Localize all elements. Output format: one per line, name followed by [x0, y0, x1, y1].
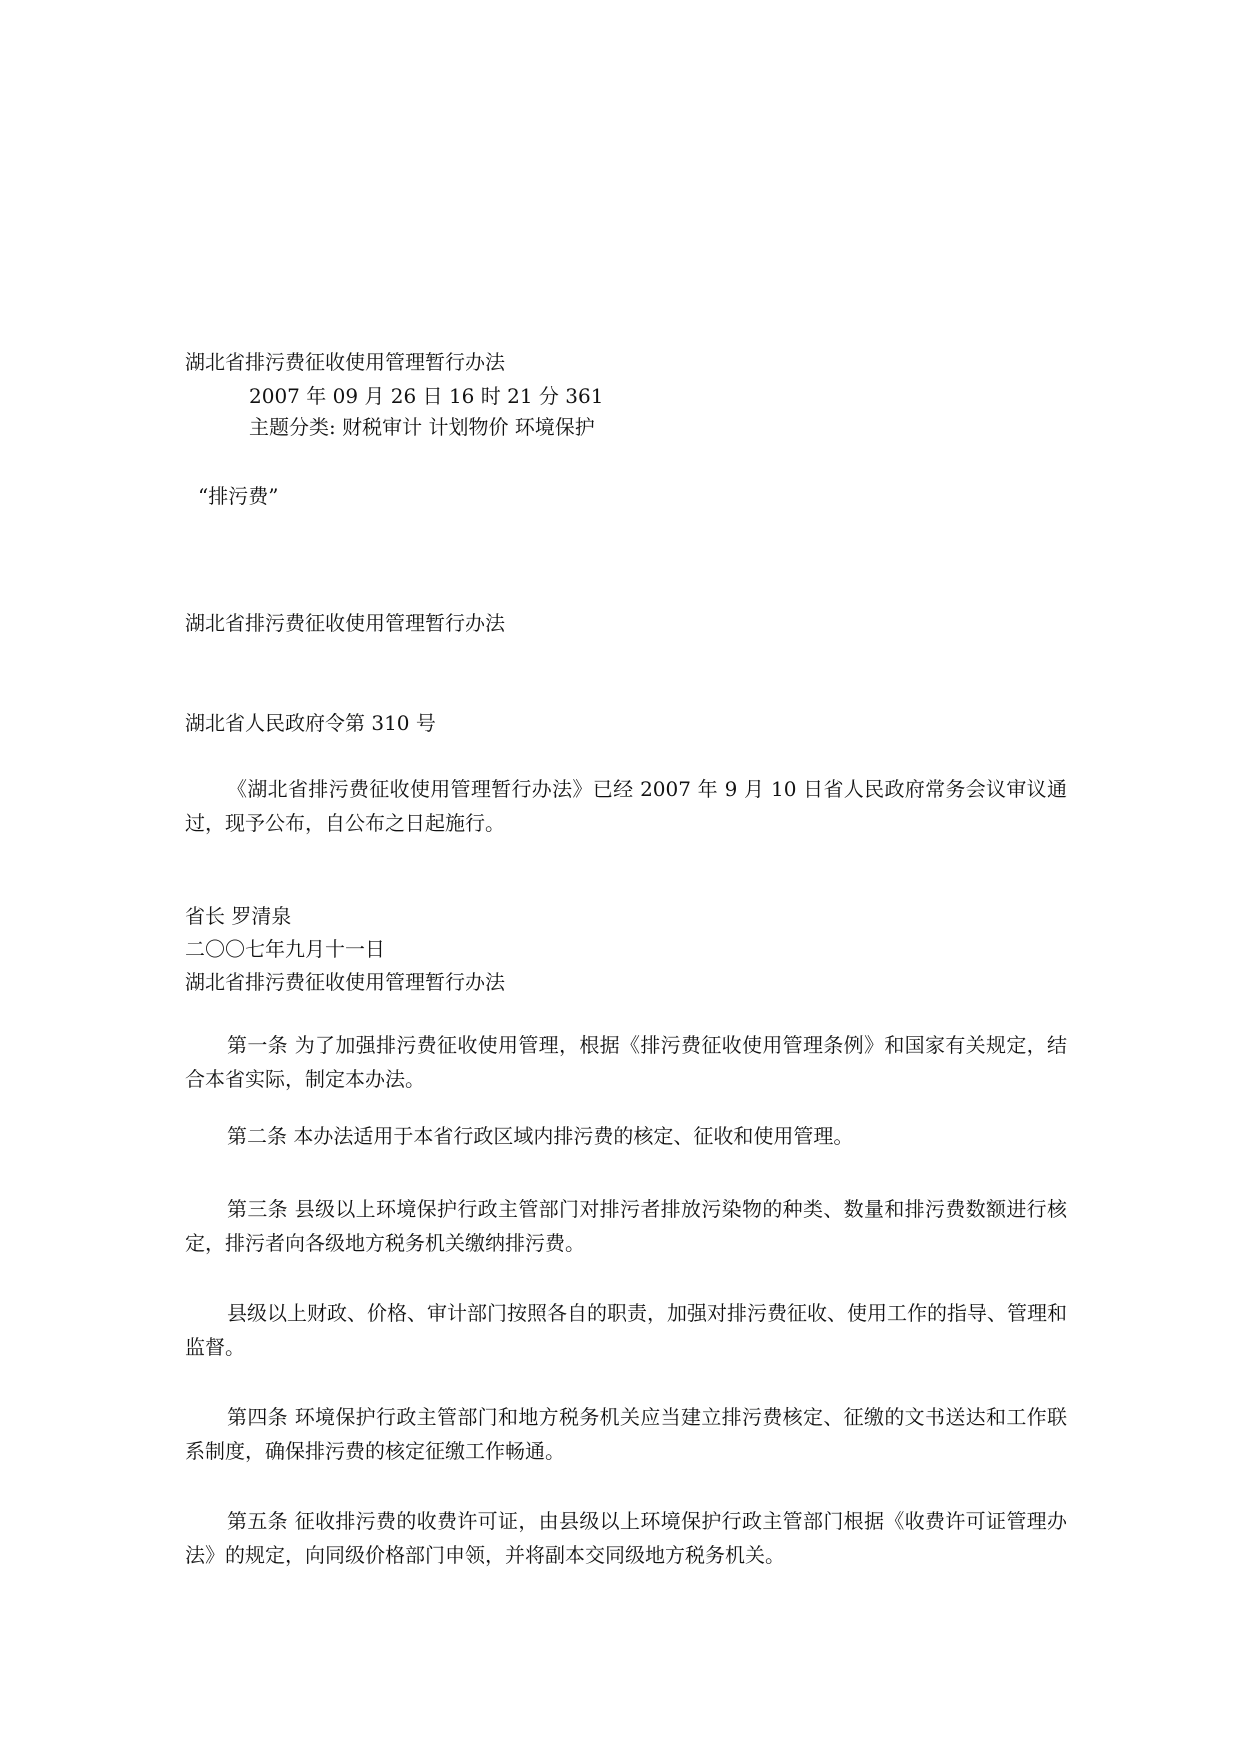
regulation-title: 湖北省排污费征收使用管理暂行办法 — [185, 970, 505, 994]
publish-meta: 2007 年 09 月 26 日 16 时 21 分 361 — [249, 384, 604, 408]
governor-signature: 省长 罗清泉 — [185, 904, 292, 928]
announcement-paragraph: 《湖北省排污费征收使用管理暂行办法》已经 2007 年 9 月 10 日省人民政府常务会议审议通过，现予公布，自公布之日起施行。 — [185, 777, 1067, 835]
document-title: 湖北省排污费征收使用管理暂行办法 — [185, 350, 505, 374]
article-3-clause-2: 县级以上财政、价格、审计部门按照各自的职责，加强对排污费征收、使用工作的指导、管理和监督。 — [185, 1301, 1067, 1359]
decree-date: 二〇〇七年九月十一日 — [185, 937, 385, 961]
topic-categories: 主题分类: 财税审计 计划物价 环境保护 — [249, 415, 595, 439]
quoted-term: “排污费” — [198, 484, 279, 508]
article-1: 第一条 为了加强排污费征收使用管理，根据《排污费征收使用管理条例》和国家有关规定，结合本省实际，制定本办法。 — [185, 1033, 1067, 1091]
article-4: 第四条 环境保护行政主管部门和地方税务机关应当建立排污费核定、征缴的文书送达和工作联系制度，确保排污费的核定征缴工作畅通。 — [185, 1405, 1067, 1463]
article-3: 第三条 县级以上环境保护行政主管部门对排污者排放污染物的种类、数量和排污费数额进行核定，排污者向各级地方税务机关缴纳排污费。 — [185, 1197, 1067, 1255]
decree-number: 湖北省人民政府令第 310 号 — [185, 711, 436, 735]
article-5: 第五条 征收排污费的收费许可证，由县级以上环境保护行政主管部门根据《收费许可证管理办法》的规定，向同级价格部门申领，并将副本交同级地方税务机关。 — [185, 1509, 1067, 1567]
article-2: 第二条 本办法适用于本省行政区域内排污费的核定、征收和使用管理。 — [227, 1124, 854, 1148]
title-repeat: 湖北省排污费征收使用管理暂行办法 — [185, 611, 505, 635]
